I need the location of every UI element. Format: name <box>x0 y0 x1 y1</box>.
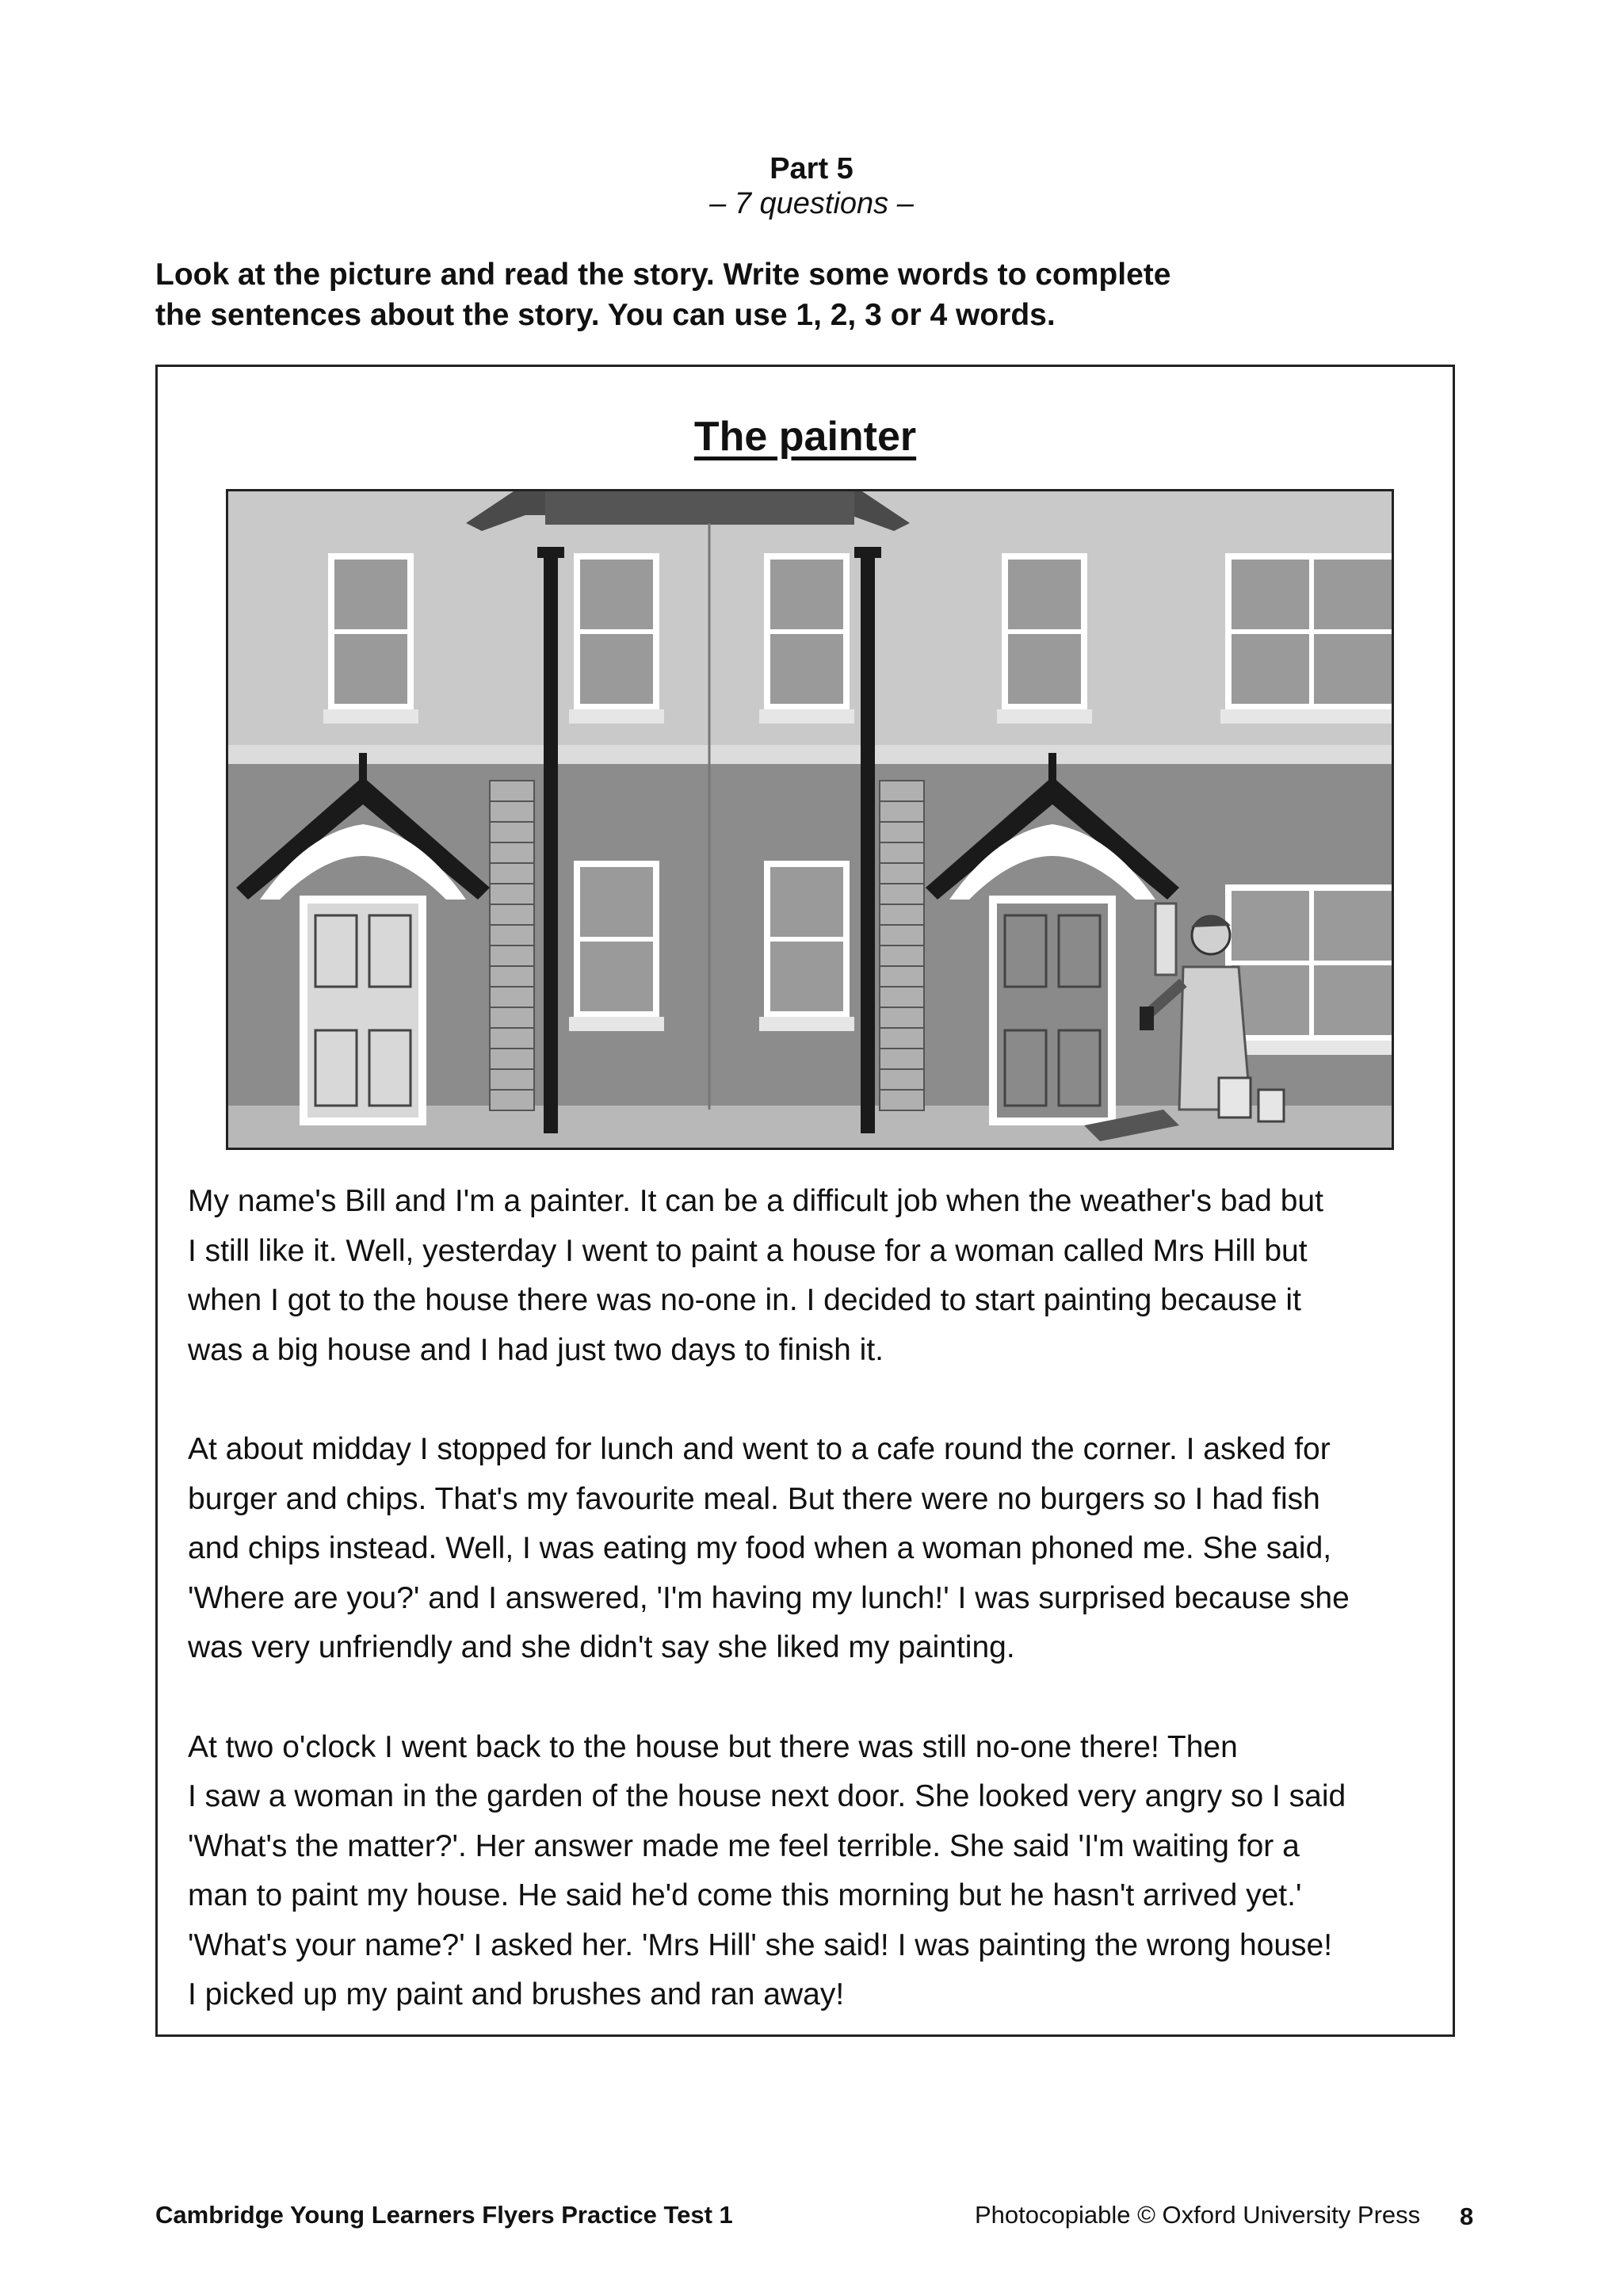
story-paragraph <box>188 1425 1424 1673</box>
story-line: when I got to the house there was no-one in. I decided to start painting because it <box>188 1283 1301 1317</box>
instructions <box>155 254 1503 335</box>
story-text <box>188 1177 1424 2070</box>
story-line: was very unfriendly and she didn't say she liked my painting. <box>188 1630 1015 1664</box>
story-line: I picked up my paint and brushes and ran away! <box>188 1977 845 2011</box>
story-line: was a big house and I had just two days to finish it. <box>188 1332 884 1367</box>
instructions-line: the sentences about the story. You can use 1, 2, 3 or 4 words. <box>155 298 1056 332</box>
story-title: The painter <box>693 414 917 460</box>
story-line: My name's Bill and I'm a painter. It can be a difficult job when the weather's bad but <box>188 1184 1323 1218</box>
footer-copyright: Photocopiable © Oxford University Press <box>975 2201 1421 2229</box>
story-box <box>155 365 1455 2037</box>
story-paragraph <box>188 1177 1424 1375</box>
story-illustration <box>226 489 1394 1150</box>
story-line: 'What's the matter?'. Her answer made me feel terrible. She said 'I'm waiting for a <box>188 1828 1300 1863</box>
part-subtitle: – 7 questions – <box>709 187 914 220</box>
story-line: 'Where are you?' and I answered, 'I'm having my lunch!' I was surprised because she <box>188 1580 1350 1615</box>
story-line: and chips instead. Well, I was eating my food when a woman phoned me. She said, <box>188 1531 1332 1565</box>
footer-title: Cambridge Young Learners Flyers Practice Test 1 <box>155 2201 733 2229</box>
instructions-line: Look at the picture and read the story. Write some words to complete <box>155 258 1171 292</box>
story-paragraph <box>188 1723 1424 2020</box>
page-number: 8 <box>1460 2202 1474 2230</box>
story-line: At about midday I stopped for lunch and went to a cafe round the corner. I asked for <box>188 1432 1331 1466</box>
story-line: burger and chips. That's my favourite meal. But there were no burgers so I had fish <box>188 1481 1320 1516</box>
story-line: man to paint my house. He said he'd come this morning but he hasn't arrived yet.' <box>188 1878 1302 1912</box>
story-line: I still like it. Well, yesterday I went to paint a house for a woman called Mrs Hill but <box>188 1233 1308 1268</box>
story-line: 'What's your name?' I asked her. 'Mrs Hill' she said! I was painting the wrong house! <box>188 1927 1333 1962</box>
part-title: Part 5 <box>769 152 854 185</box>
story-line: At two o'clock I went back to the house but there was still no-one there! Then <box>188 1729 1238 1764</box>
story-line: I saw a woman in the garden of the house next door. She looked very angry so I said <box>188 1779 1346 1813</box>
